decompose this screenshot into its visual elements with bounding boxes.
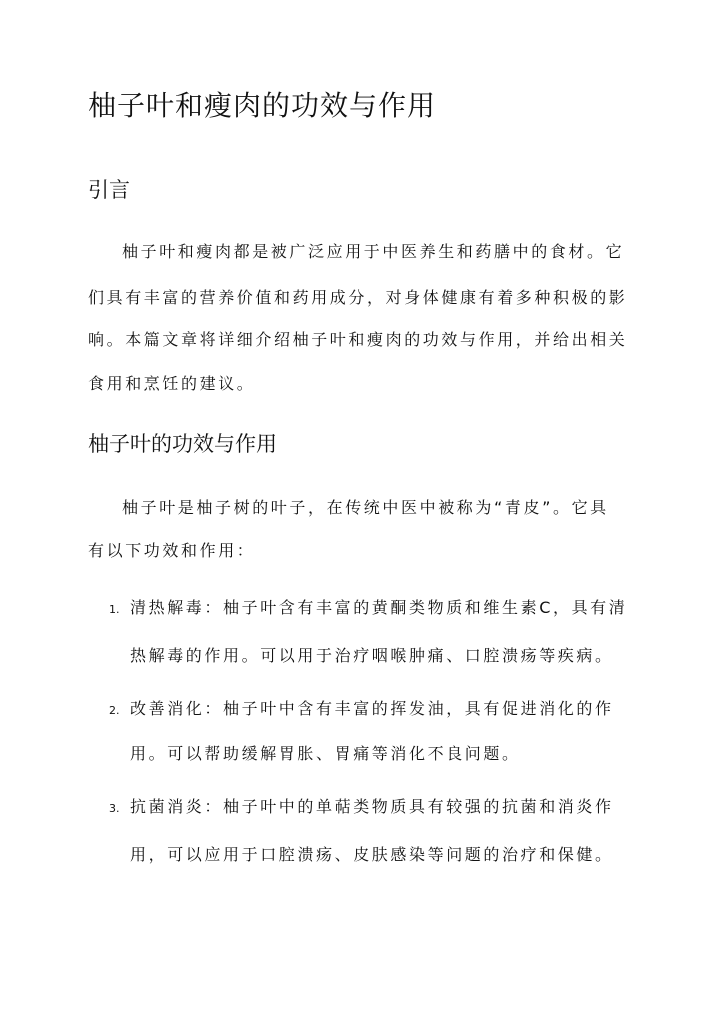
intro-heading: 引言 xyxy=(88,178,130,202)
section-paragraph-line: 有以下功效和作用： xyxy=(88,541,256,560)
list-item-line: 用。可以帮助缓解胃胀、胃痛等消化不良问题。 xyxy=(130,744,521,763)
list-item-number: 2. xyxy=(109,704,120,717)
list-item-line: 清热解毒：柚子叶含有丰富的黄酮类物质和维生素C，具有清 xyxy=(130,598,628,617)
list-item-line: 热解毒的作用。可以用于治疗咽喉肿痛、口腔溃疡等疾病。 xyxy=(130,646,614,665)
page-title: 柚子叶和瘦肉的功效与作用 xyxy=(88,89,437,122)
list-item-line: 用，可以应用于口腔溃疡、皮肤感染等问题的治疗和保健。 xyxy=(130,845,614,864)
intro-paragraph-line: 食用和烹饪的建议。 xyxy=(88,374,256,393)
list-item-number: 1. xyxy=(109,603,120,616)
intro-paragraph-line: 柚子叶和瘦肉都是被广泛应用于中医养生和药膳中的食材。它 xyxy=(122,242,625,261)
intro-paragraph-line: 们具有丰富的营养价值和药用成分，对身体健康有着多种积极的影 xyxy=(88,288,628,307)
list-item-line: 抗菌消炎：柚子叶中的单萜类物质具有较强的抗菌和消炎作 xyxy=(130,797,614,816)
section-paragraph-line: 柚子叶是柚子树的叶子，在传统中医中被称为“青皮”。它具 xyxy=(122,498,609,517)
list-item-number: 3. xyxy=(109,802,120,815)
list-item-line: 改善消化：柚子叶中含有丰富的挥发油，具有促进消化的作 xyxy=(130,699,614,718)
section-heading-pomelo-leaf: 柚子叶的功效与作用 xyxy=(88,432,277,456)
intro-paragraph-line: 响。本篇文章将详细介绍柚子叶和瘦肉的功效与作用，并给出相关 xyxy=(88,330,628,349)
